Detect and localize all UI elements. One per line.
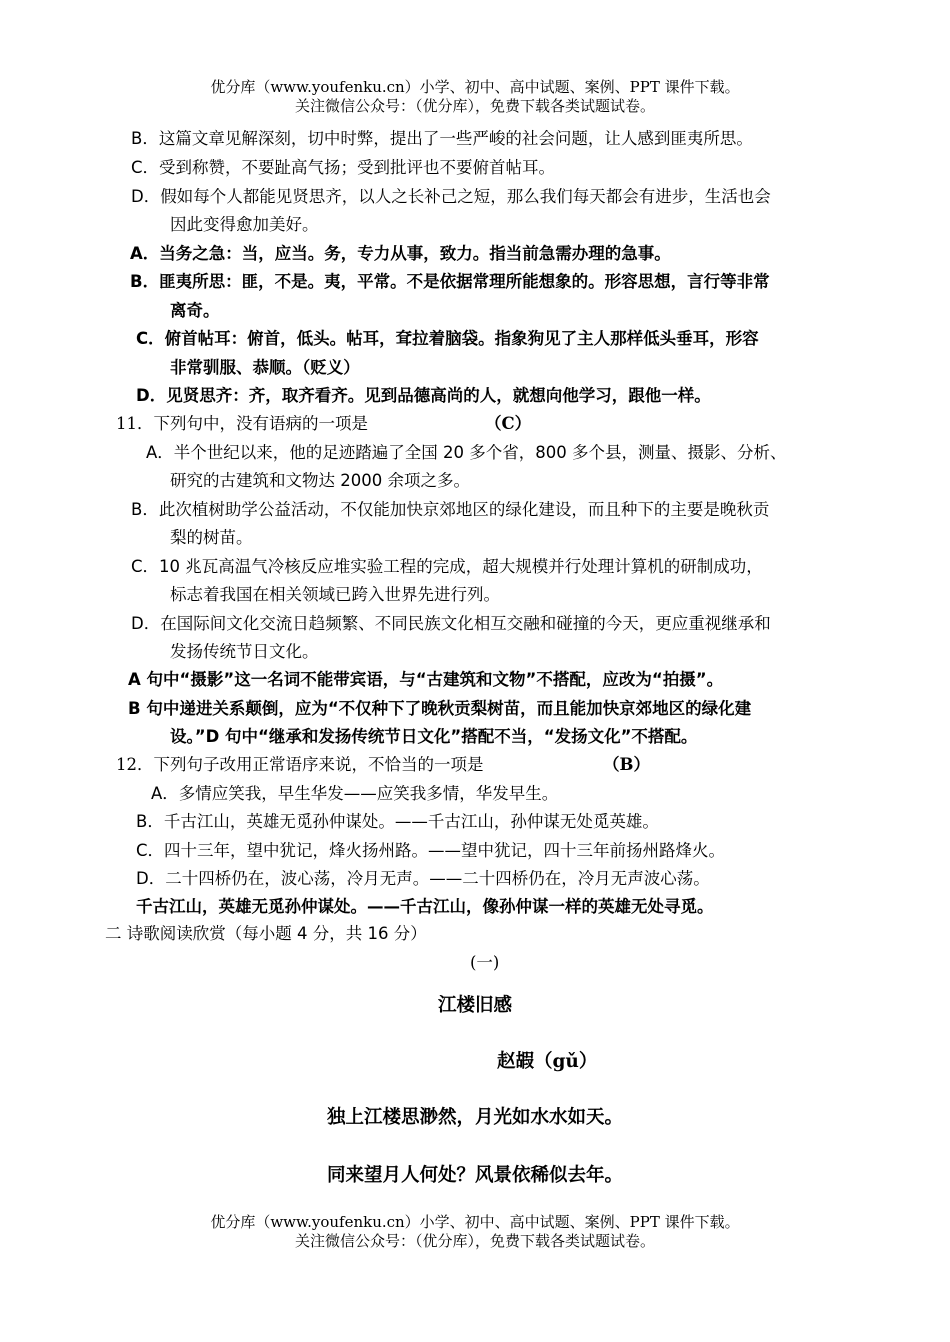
q10-answer-d: D．见贤思齐：齐，取齐看齐。见到品德高尚的人，就想向他学习，跟他一样。 xyxy=(136,386,711,405)
q10-option-c: C．受到称赞，不要趾高气扬；受到批评也不要俯首帖耳。 xyxy=(131,158,556,177)
header-line-1: 优分库（www.youfenku.cn）小学、初中、高中试题、案例、PPT 课件下载。 xyxy=(210,78,740,96)
q11-answer: （C） xyxy=(485,414,532,433)
q11-option-b: B．此次植树助学公益活动，不仅能加快京郊地区的绿化建设，而且种下的主要是晚秋贡 xyxy=(131,500,770,519)
q11-option-d: D．在国际间文化交流日趋频繁、不同民族文化相互交融和碰撞的今天，更应重视继承和 xyxy=(131,614,771,633)
q12-option-b: B．千古江山，英雄无觅孙仲谋处。——千古江山，孙仲谋无处觅英雄。 xyxy=(136,812,659,831)
poem-line-2: 同来望月人何处？风景依稀似去年。 xyxy=(326,1165,623,1186)
poem-title: 江楼旧感 xyxy=(437,995,512,1016)
q11-option-a: A．半个世纪以来，他的足迹踏遍了全国 20 多个省，800 多个县，测量、摄影、分析、 xyxy=(146,443,787,462)
q11-explanation-3: 设。”D 句中“继承和发扬传统节日文化”搭配不当，“发扬文化”不搭配。 xyxy=(170,727,698,746)
q10-option-d-cont: 因此变得愈加美好。 xyxy=(170,215,319,234)
q11-explanation-1: A 句中“摄影”这一名词不能带宾语，与“古建筑和文物”不搭配，应改为“拍摄”。 xyxy=(128,670,724,689)
q12-option-a: A．多情应笑我，早生华发——应笑我多情，华发早生。 xyxy=(151,784,559,803)
q11-option-a-cont: 研究的古建筑和文物达 2000 余项之多。 xyxy=(170,471,470,490)
footer-line-2: 关注微信公众号：（优分库），免费下载各类试题试卷。 xyxy=(294,1232,655,1250)
q10-option-d: D．假如每个人都能见贤思齐，以人之长补己之短，那么我们每天都会有进步，生活也会 xyxy=(131,187,771,206)
q11-option-d-cont: 发扬传统节日文化。 xyxy=(170,642,319,661)
poem-line-1: 独上江楼思渺然，月光如水水如天。 xyxy=(326,1107,623,1128)
q11-stem: 11．下列句中，没有语病的一项是 xyxy=(116,414,368,433)
footer-line-1: 优分库（www.youfenku.cn）小学、初中、高中试题、案例、PPT 课件下载。 xyxy=(210,1213,740,1231)
section-2-title: 二 诗歌阅读欣赏（每小题 4 分，共 16 分） xyxy=(105,924,427,943)
q12-explanation: 千古江山，英雄无觅孙仲谋处。——千古江山，像孙仲谋一样的英雄无处寻觅。 xyxy=(136,897,714,916)
section-2-part: (一) xyxy=(470,953,500,972)
q10-option-b: B．这篇文章见解深刻，切中时弊，提出了一些严峻的社会问题，让人感到匪夷所思。 xyxy=(131,129,753,148)
q11-option-b-cont: 梨的树苗。 xyxy=(170,528,253,547)
q12-option-c: C．四十三年，望中犹记，烽火扬州路。——望中犹记，四十三年前扬州路烽火。 xyxy=(136,841,726,860)
header-line-2: 关注微信公众号：（优分库），免费下载各类试题试卷。 xyxy=(294,97,655,115)
q10-answer-c: C．俯首帖耳：俯首，低头。帖耳，耷拉着脑袋。指象狗见了主人那样低头垂耳，形容 xyxy=(136,329,759,348)
q12-stem: 12．下列句子改用正常语序来说，不恰当的一项是 xyxy=(116,755,484,774)
q10-answer-a: A．当务之急：当，应当。务，专力从事，致力。指当前急需办理的急事。 xyxy=(130,244,671,263)
q11-option-c-cont: 标志着我国在相关领域已跨入世界先进行列。 xyxy=(170,585,500,604)
q11-option-c: C．10 兆瓦高温气冷核反应堆实验工程的完成，超大规模并行处理计算机的研制成功， xyxy=(131,557,763,576)
q12-option-d: D．二十四桥仍在，波心荡，冷月无声。——二十四桥仍在，冷月无声波心荡。 xyxy=(136,869,710,888)
poem-author: 赵嘏（gǔ） xyxy=(497,1051,598,1072)
q12-answer: （B） xyxy=(603,755,650,774)
q10-answer-b-cont: 离奇。 xyxy=(170,301,220,320)
q10-answer-c-cont: 非常驯服、恭顺。（贬义） xyxy=(170,358,360,377)
q10-answer-b: B．匪夷所思：匪，不是。夷，平常。不是依据常理所能想象的。形容思想，言行等非常 xyxy=(130,272,770,291)
q11-explanation-2: B 句中递进关系颠倒，应为“不仅种下了晚秋贡梨树苗，而且能加快京郊地区的绿化建 xyxy=(128,699,752,718)
